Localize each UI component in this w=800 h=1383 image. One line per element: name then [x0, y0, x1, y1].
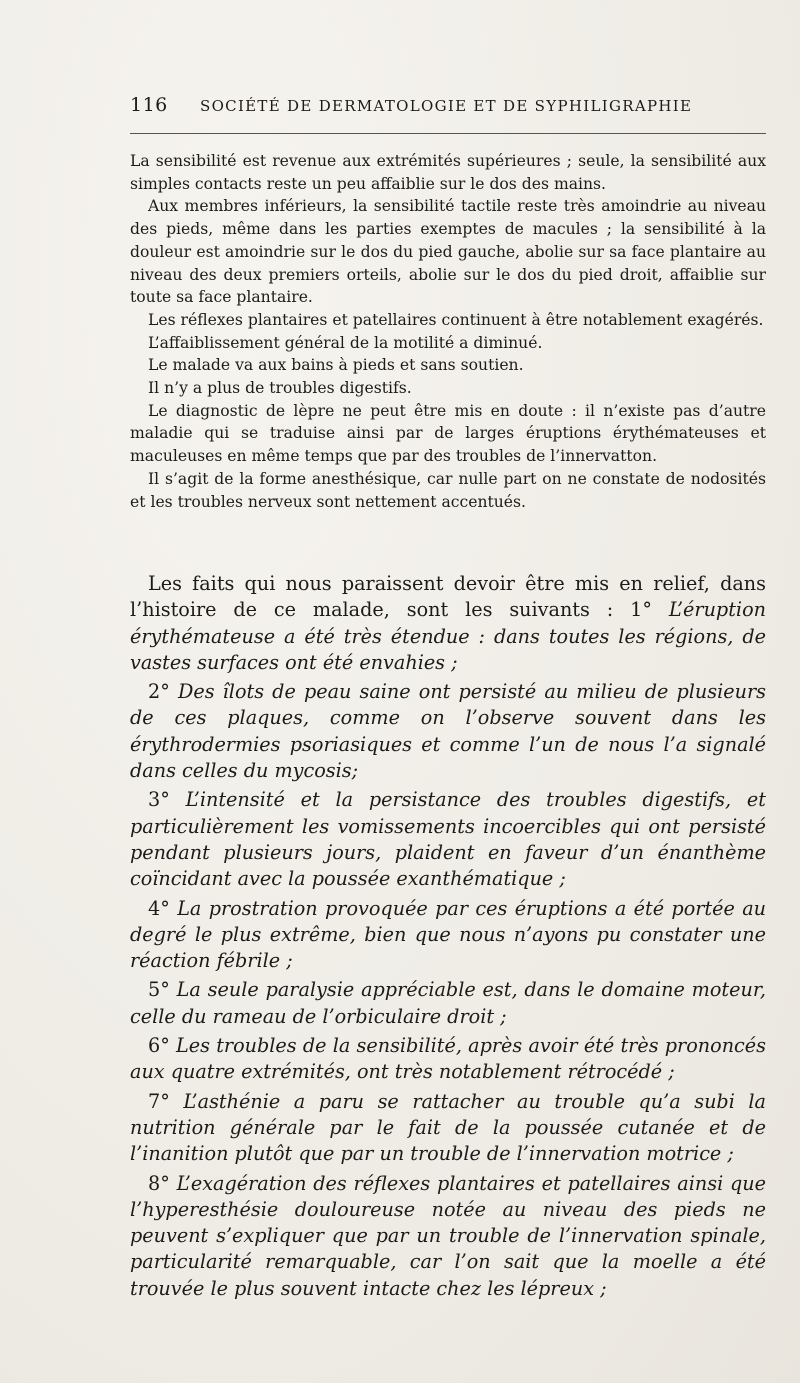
paragraph: Le malade va aux bains à pieds et sans soutien.	[148, 356, 524, 375]
item-text: La prostration provoquée par ces éruptions a été portée au degré le plus extrême, bien que nous n’ayons pu constater une réaction fébrile ;	[130, 896, 767, 973]
clinical-notes	[130, 150, 766, 513]
paragraph: La sensibilité est revenue aux extrémités supérieures ; seule, la sensibilité aux simples contacts reste un peu affaiblie sur le dos des mains.	[130, 152, 766, 193]
item-number: 7°	[148, 1089, 170, 1113]
paragraph: Il s’agit de la forme anesthésique, car nulle part on ne constate de nodosités et les troubles nerveux sont nettement accentués.	[130, 469, 766, 511]
item-text: Des îlots de peau saine ont persisté au milieu de plusieurs de ces plaques, comme on l’observe souvent dans les érythrodermies psoriasiques et comme l’un de nous l’a signalé dans celles du mycosis;	[130, 680, 766, 783]
paragraph: Le diagnostic de lèpre ne peut être mis en doute : il n’existe pas d’autre maladie qui se traduise ainsi par de larges éruptions érythémateuses et maculeuses en même temps que par des troubles de l’innervatton.	[130, 401, 766, 466]
item-number: 6°	[148, 1034, 170, 1058]
conclusion-item	[130, 1171, 766, 1302]
page-number: 116	[130, 94, 168, 116]
paragraph: L’affaiblissement général de la motilité a diminué.	[148, 333, 543, 352]
item-text: La seule paralysie appréciable est, dans le domaine moteur, celle du rameau de l’orbiculaire droit ;	[130, 978, 766, 1028]
paragraph: Aux membres inférieurs, la sensibilité tactile reste très amoindrie au niveau des pieds, même dans les parties exemptes de macules ; la sensibilité à la douleur est amoindrie sur le dos du pied gauche, abolie sur sa face plantaire au niveau des deux premiers orteils, abolie sur le dos du pied droit, affaiblie sur toute sa face plantaire.	[130, 197, 766, 307]
conclusion-intro	[130, 571, 766, 676]
conclusion-item	[130, 896, 766, 975]
conclusion-item	[130, 977, 766, 1030]
item-text: L’éruption érythémateuse a été très étendue : dans toutes les régions, de vastes surfaces ont été envahies ;	[130, 598, 766, 674]
header-rule	[130, 133, 766, 134]
conclusion-item	[130, 1089, 766, 1168]
conclusion-item	[130, 787, 766, 892]
item-number: 2°	[148, 680, 170, 704]
intro-text: Les faits qui nous paraissent devoir être mis en relief, dans l’histoire de ce malade, sont les suivants :	[130, 572, 766, 622]
item-text: Les troubles de la sensibilité, après avoir été très prononcés aux quatre extrémités, ont très notablement rétrocédé ;	[130, 1034, 766, 1084]
item-number: 1°	[630, 598, 652, 622]
item-number: 8°	[148, 1171, 170, 1195]
conclusions	[130, 571, 766, 1305]
paragraph: Les réflexes plantaires et patellaires continuent à être notablement exagérés.	[148, 310, 764, 329]
conclusion-item	[130, 1033, 766, 1086]
item-text: L’exagération des réflexes plantaires et patellaires ainsi que l’hyperesthésie douloureuse notée au niveau des pieds ne peuvent s’expliquer que par un trouble de l’innervation spinale, particularité remarquable, car l’on sait que la moelle a été trouvée le plus souvent intacte chez les lépreux ;	[130, 1171, 767, 1300]
item-text: L’asthénie a paru se rattacher au trouble qu’a subi la nutrition générale par le fait de la poussée cutanée et de l’inanition plutôt que par un trouble de l’innervation motrice ;	[130, 1089, 766, 1166]
running-title: SOCIÉTÉ DE DERMATOLOGIE ET DE SYPHILIGRAPHIE	[200, 97, 693, 115]
page-header	[130, 94, 766, 124]
item-number: 4°	[148, 896, 170, 920]
conclusion-item	[130, 679, 766, 784]
paragraph: Il n’y a plus de troubles digestifs.	[148, 379, 412, 398]
item-text: L’intensité et la persistance des troubles digestifs, et particulièrement les vomissements incoercibles qui ont persisté pendant plusieurs jours, plaident en faveur d’un énanthème coïncidant avec la poussée exanthématique ;	[130, 788, 766, 891]
item-number: 5°	[148, 978, 170, 1002]
item-number: 3°	[148, 788, 170, 812]
